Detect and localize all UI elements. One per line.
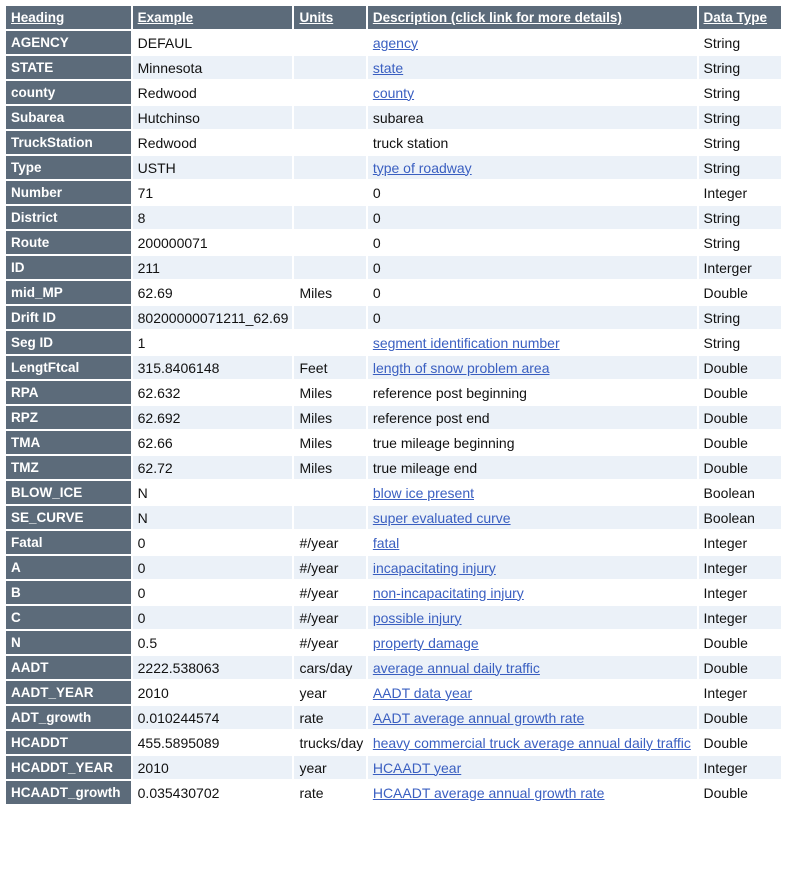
table-row (6, 281, 781, 304)
row-heading: TMA (6, 431, 131, 454)
units-cell (294, 156, 365, 179)
row-heading: HCAADT_growth (6, 781, 131, 804)
example-cell: Redwood (133, 131, 293, 154)
data-type-cell: Double (699, 731, 781, 754)
units-cell (294, 56, 365, 79)
data-type-cell: Double (699, 656, 781, 679)
description-text: truck station (372, 134, 449, 151)
table-row (6, 756, 781, 779)
units-cell (294, 256, 365, 279)
units-cell (294, 331, 365, 354)
units-cell: Feet (294, 356, 365, 379)
units-cell (294, 231, 365, 254)
data-type-cell: Integer (699, 531, 781, 554)
example-cell: 315.8406148 (133, 356, 293, 379)
example-cell: Hutchinso (133, 106, 293, 129)
example-cell: 0.035430702 (133, 781, 293, 804)
units-cell: year (294, 681, 365, 704)
row-heading: BLOW_ICE (6, 481, 131, 504)
data-type-cell: String (699, 56, 781, 79)
example-cell: 2010 (133, 681, 293, 704)
data-type-cell: Integer (699, 581, 781, 604)
data-type-cell: Double (699, 431, 781, 454)
description-link[interactable]: county (372, 84, 415, 101)
description-link[interactable]: non-incapacitating injury (372, 584, 524, 601)
row-heading: mid_MP (6, 281, 131, 304)
example-cell: N (133, 481, 293, 504)
description-link[interactable]: possible injury (372, 609, 462, 626)
units-cell: #/year (294, 606, 365, 629)
row-heading: STATE (6, 56, 131, 79)
data-type-cell: String (699, 206, 781, 229)
data-type-cell: Integer (699, 556, 781, 579)
row-heading: A (6, 556, 131, 579)
description-cell (368, 581, 697, 604)
description-cell (368, 31, 697, 54)
units-cell: Miles (294, 281, 365, 304)
table-row (6, 581, 781, 604)
units-cell (294, 206, 365, 229)
table-row (6, 106, 781, 129)
units-cell (294, 306, 365, 329)
description-text: 0 (372, 234, 381, 251)
row-heading: C (6, 606, 131, 629)
table-row (6, 506, 781, 529)
table-row (6, 431, 781, 454)
units-cell: year (294, 756, 365, 779)
example-cell: Minnesota (133, 56, 293, 79)
table-row (6, 531, 781, 554)
data-type-cell: String (699, 231, 781, 254)
description-link[interactable]: HCAADT year (372, 759, 462, 776)
example-cell: DEFAUL (133, 31, 293, 54)
units-cell: Miles (294, 406, 365, 429)
data-type-cell: Double (699, 706, 781, 729)
description-link[interactable]: state (372, 59, 404, 76)
description-cell (368, 81, 697, 104)
data-type-cell: Double (699, 381, 781, 404)
row-heading: District (6, 206, 131, 229)
units-cell (294, 106, 365, 129)
example-cell: N (133, 506, 293, 529)
row-heading: RPA (6, 381, 131, 404)
row-heading: LengtFtcal (6, 356, 131, 379)
units-cell: #/year (294, 531, 365, 554)
example-cell: 8 (133, 206, 293, 229)
data-type-cell: Double (699, 631, 781, 654)
column-header-units[interactable]: Units (294, 6, 365, 29)
units-cell: trucks/day (294, 731, 365, 754)
description-link[interactable]: incapacitating injury (372, 559, 496, 576)
description-link[interactable]: heavy commercial truck average annual daily traffic (372, 734, 691, 751)
row-heading: B (6, 581, 131, 604)
description-cell (368, 456, 697, 479)
example-cell: 62.69 (133, 281, 293, 304)
description-link[interactable]: HCAADT average annual growth rate (372, 784, 605, 801)
example-cell: 62.72 (133, 456, 293, 479)
description-cell (368, 156, 697, 179)
data-type-cell: Double (699, 281, 781, 304)
table-row (6, 31, 781, 54)
description-cell (368, 531, 697, 554)
description-cell (368, 106, 697, 129)
example-cell: 0 (133, 556, 293, 579)
description-link[interactable]: blow ice present (372, 484, 474, 501)
description-cell (368, 281, 697, 304)
description-link[interactable]: property damage (372, 634, 479, 651)
description-cell (368, 706, 697, 729)
table-row (6, 556, 781, 579)
data-type-cell: Integer (699, 181, 781, 204)
description-cell (368, 356, 697, 379)
row-heading: AADT_YEAR (6, 681, 131, 704)
table-row (6, 256, 781, 279)
row-heading: ID (6, 256, 131, 279)
data-type-cell: String (699, 81, 781, 104)
row-heading: county (6, 81, 131, 104)
description-text: true mileage beginning (372, 434, 515, 451)
row-heading: N (6, 631, 131, 654)
row-heading: Subarea (6, 106, 131, 129)
data-type-cell: Integer (699, 756, 781, 779)
example-cell: 0 (133, 606, 293, 629)
data-type-cell: String (699, 106, 781, 129)
row-heading: Type (6, 156, 131, 179)
description-cell (368, 606, 697, 629)
table-row (6, 706, 781, 729)
description-link[interactable]: average annual daily traffic (372, 659, 540, 676)
description-link[interactable]: AADT data year (372, 684, 473, 701)
description-link[interactable]: agency (372, 34, 418, 51)
column-header-heading[interactable]: Heading (6, 6, 131, 29)
data-type-cell: String (699, 306, 781, 329)
data-type-cell: Integer (699, 681, 781, 704)
column-header-description[interactable]: Description (click link for more details) (368, 6, 697, 29)
description-text: 0 (372, 309, 381, 326)
example-cell: 2010 (133, 756, 293, 779)
description-link[interactable]: segment identification number (372, 334, 560, 351)
data-type-cell: String (699, 31, 781, 54)
attribute-table (4, 4, 783, 806)
table-row (6, 306, 781, 329)
table-row (6, 81, 781, 104)
description-cell (368, 231, 697, 254)
units-cell: #/year (294, 581, 365, 604)
description-text: reference post end (372, 409, 490, 426)
table-body (6, 31, 781, 804)
row-heading: AGENCY (6, 31, 131, 54)
example-cell: 211 (133, 256, 293, 279)
row-heading: TMZ (6, 456, 131, 479)
description-cell (368, 181, 697, 204)
data-type-cell: Double (699, 406, 781, 429)
description-cell (368, 131, 697, 154)
description-text: 0 (372, 259, 381, 276)
header-row (6, 6, 781, 29)
units-cell (294, 481, 365, 504)
row-heading: Number (6, 181, 131, 204)
description-link[interactable]: fatal (372, 534, 400, 551)
description-cell (368, 681, 697, 704)
table-row (6, 181, 781, 204)
description-link[interactable]: super evaluated curve (372, 509, 511, 526)
column-header-data-type[interactable]: Data Type (699, 6, 781, 29)
description-cell (368, 781, 697, 804)
description-text: true mileage end (372, 459, 478, 476)
description-cell (368, 431, 697, 454)
description-link[interactable]: length of snow problem area (372, 359, 550, 376)
example-cell: 0 (133, 531, 293, 554)
units-cell: #/year (294, 631, 365, 654)
example-cell: 0.010244574 (133, 706, 293, 729)
description-link[interactable]: AADT average annual growth rate (372, 709, 585, 726)
description-cell (368, 631, 697, 654)
description-cell (368, 381, 697, 404)
table-row (6, 231, 781, 254)
example-cell: 71 (133, 181, 293, 204)
description-cell (368, 756, 697, 779)
data-type-cell: String (699, 331, 781, 354)
units-cell: Miles (294, 456, 365, 479)
row-heading: HCADDT (6, 731, 131, 754)
description-text: 0 (372, 209, 381, 226)
table-row (6, 656, 781, 679)
description-cell (368, 481, 697, 504)
table-row (6, 781, 781, 804)
example-cell: 62.632 (133, 381, 293, 404)
table-row (6, 356, 781, 379)
units-cell: cars/day (294, 656, 365, 679)
description-text: subarea (372, 109, 424, 126)
units-cell: Miles (294, 381, 365, 404)
row-heading: Fatal (6, 531, 131, 554)
description-text: 0 (372, 284, 381, 301)
description-cell (368, 731, 697, 754)
row-heading: TruckStation (6, 131, 131, 154)
table-row (6, 456, 781, 479)
table-row (6, 131, 781, 154)
description-cell (368, 656, 697, 679)
example-cell: 455.5895089 (133, 731, 293, 754)
example-cell: 62.692 (133, 406, 293, 429)
units-cell (294, 31, 365, 54)
data-type-cell: Double (699, 781, 781, 804)
table-row (6, 331, 781, 354)
row-heading: Drift ID (6, 306, 131, 329)
description-cell (368, 556, 697, 579)
data-type-cell: Boolean (699, 481, 781, 504)
units-cell (294, 131, 365, 154)
units-cell: rate (294, 781, 365, 804)
table-row (6, 731, 781, 754)
data-type-cell: Integer (699, 606, 781, 629)
example-cell: 0.5 (133, 631, 293, 654)
description-cell (368, 206, 697, 229)
row-heading: ADT_growth (6, 706, 131, 729)
data-type-cell: String (699, 156, 781, 179)
example-cell: 0 (133, 581, 293, 604)
units-cell (294, 81, 365, 104)
table-row (6, 156, 781, 179)
row-heading: RPZ (6, 406, 131, 429)
data-type-cell: Boolean (699, 506, 781, 529)
row-heading: SE_CURVE (6, 506, 131, 529)
description-cell (368, 56, 697, 79)
example-cell: 200000071 (133, 231, 293, 254)
units-cell (294, 506, 365, 529)
example-cell: 62.66 (133, 431, 293, 454)
table-row (6, 606, 781, 629)
table-row (6, 681, 781, 704)
description-text: 0 (372, 184, 381, 201)
table-row (6, 406, 781, 429)
description-link[interactable]: type of roadway (372, 159, 472, 176)
table-row (6, 206, 781, 229)
row-heading: HCADDT_YEAR (6, 756, 131, 779)
data-type-cell: Double (699, 456, 781, 479)
data-type-cell: Double (699, 356, 781, 379)
table-row (6, 631, 781, 654)
example-cell: Redwood (133, 81, 293, 104)
example-cell: 80200000071211_62.69 (133, 306, 293, 329)
description-cell (368, 506, 697, 529)
row-heading: Seg ID (6, 331, 131, 354)
description-cell (368, 306, 697, 329)
units-cell: rate (294, 706, 365, 729)
row-heading: AADT (6, 656, 131, 679)
data-type-cell: Interger (699, 256, 781, 279)
data-type-cell: String (699, 131, 781, 154)
example-cell: 2222.538063 (133, 656, 293, 679)
table-row (6, 381, 781, 404)
units-cell: #/year (294, 556, 365, 579)
units-cell: Miles (294, 431, 365, 454)
table-row (6, 481, 781, 504)
description-text: reference post beginning (372, 384, 527, 401)
example-cell: USTH (133, 156, 293, 179)
units-cell (294, 181, 365, 204)
row-heading: Route (6, 231, 131, 254)
column-header-example[interactable]: Example (133, 6, 293, 29)
description-cell (368, 406, 697, 429)
table-row (6, 56, 781, 79)
description-cell (368, 331, 697, 354)
description-cell (368, 256, 697, 279)
example-cell: 1 (133, 331, 293, 354)
